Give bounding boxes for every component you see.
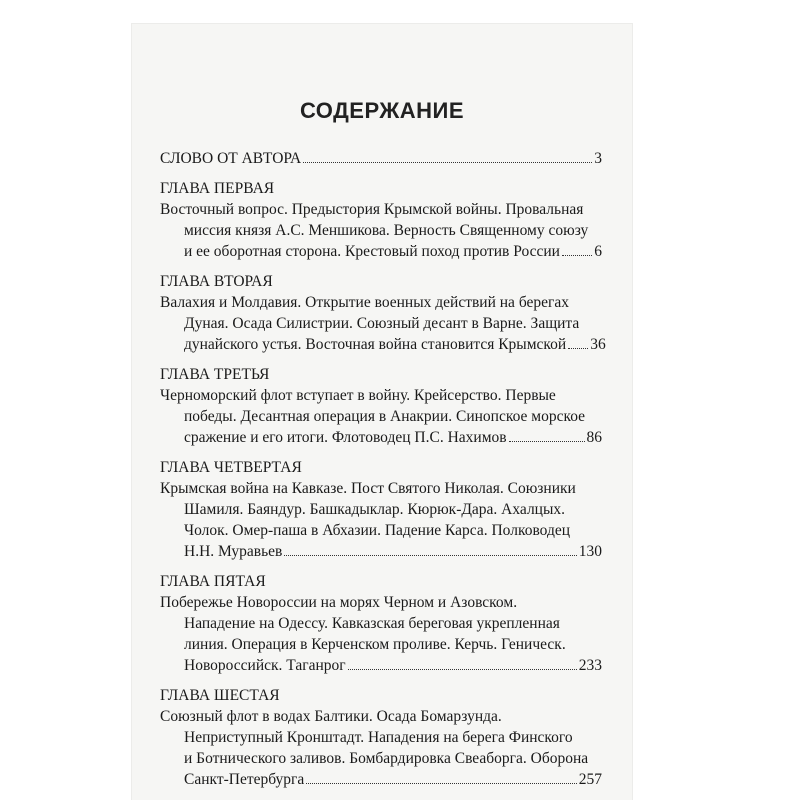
page-number: 257	[578, 771, 602, 788]
toc-line	[160, 241, 602, 262]
chapter-description-line: победы. Десантная операция в Анакрии. Синопское морское	[184, 408, 586, 425]
leader-dots	[568, 348, 588, 349]
page-number: 86	[586, 429, 602, 446]
toc-entry-chapter	[160, 178, 602, 262]
leader-dots	[306, 783, 576, 784]
chapter-description-line: сражение и его итоги. Флотоводец П.С. Нахимов	[184, 429, 507, 446]
chapter-description-line: Новороссийск. Таганрог	[184, 657, 346, 674]
leader-dots	[509, 441, 585, 442]
chapter-description-line: Санкт-Петербурга	[184, 771, 305, 788]
chapter-description-line: Союзный флот в водах Балтики. Осада Бомарзунда.	[160, 708, 502, 725]
chapter-description-line: Дуная. Осада Силистрии. Союзный десант в Варне. Защита	[184, 315, 580, 332]
chapter-description-line: линия. Операция в Керченском проливе. Керчь. Геническ.	[184, 636, 566, 653]
leader-dots	[303, 162, 592, 163]
chapter-heading: ГЛАВА ВТОРАЯ	[160, 273, 273, 290]
leader-dots	[562, 255, 592, 256]
toc-entry-chapter	[160, 685, 602, 790]
page-number: 233	[578, 657, 602, 674]
chapter-list	[160, 178, 606, 790]
toc-line	[160, 769, 602, 790]
toc-line	[160, 148, 602, 169]
page-title: СОДЕРЖАНИЕ	[299, 98, 465, 123]
page-number: 6	[594, 243, 602, 260]
chapter-description-line: Побережье Новороссии на морях Черном и Азовском.	[160, 594, 518, 611]
leader-dots	[284, 555, 576, 556]
chapter-description-line: Черноморский флот вступает в войну. Крейсерство. Первые	[160, 387, 556, 404]
chapter-description-line: Шамиля. Баяндур. Башкадыклар. Кюрюк-Дара. Ахалцых.	[184, 501, 566, 518]
page-number: 36	[590, 336, 606, 353]
toc-entry-chapter	[160, 571, 602, 676]
chapter-heading: ГЛАВА ЧЕТВЕРТАЯ	[160, 459, 302, 476]
chapter-description-line: Чолок. Омер-паша в Абхазии. Падение Карса. Полководец	[184, 522, 571, 539]
page-number: 130	[578, 543, 602, 560]
toc-entry-author-word	[160, 148, 602, 169]
chapter-description-line: Н.Н. Муравьев	[184, 543, 283, 560]
toc-line	[160, 427, 602, 448]
leader-dots	[348, 669, 577, 670]
table-of-contents	[160, 148, 606, 799]
chapter-description-line: Восточный вопрос. Предыстория Крымской войны. Провальная	[160, 201, 584, 218]
chapter-description-line: Нападение на Одессу. Кавказская береговая укрепленная	[184, 615, 560, 632]
toc-entry-label: СЛОВО ОТ АВТОРА	[160, 150, 302, 167]
chapter-description-line: Крымская война на Кавказе. Пост Святого Николая. Союзники	[160, 480, 576, 497]
toc-entry-chapter	[160, 457, 602, 562]
chapter-heading: ГЛАВА ПЯТАЯ	[160, 573, 266, 590]
chapter-description-line: и Ботнического заливов. Бомбардировка Свеаборга. Оборона	[184, 750, 589, 767]
chapter-description-line: и ее оборотная сторона. Крестовый поход против России	[184, 243, 560, 260]
toc-line	[160, 541, 602, 562]
chapter-description-line: дунайского устья. Восточная война становится Крымской	[184, 336, 567, 353]
chapter-heading: ГЛАВА ШЕСТАЯ	[160, 687, 280, 704]
page-number: 3	[594, 150, 602, 167]
toc-line	[160, 334, 606, 355]
toc-entry-chapter	[160, 364, 602, 448]
chapter-description-line: миссия князя А.С. Меншикова. Верность Священному союзу	[184, 222, 589, 239]
book-page	[132, 24, 632, 800]
toc-line	[160, 655, 602, 676]
chapter-heading: ГЛАВА ПЕРВАЯ	[160, 180, 275, 197]
toc-entry-chapter	[160, 271, 606, 355]
chapter-heading: ГЛАВА ТРЕТЬЯ	[160, 366, 270, 383]
chapter-description-line: Валахия и Молдавия. Открытие военных действий на берегах	[160, 294, 569, 311]
chapter-description-line: Неприступный Кронштадт. Нападения на берега Финского	[184, 729, 573, 746]
